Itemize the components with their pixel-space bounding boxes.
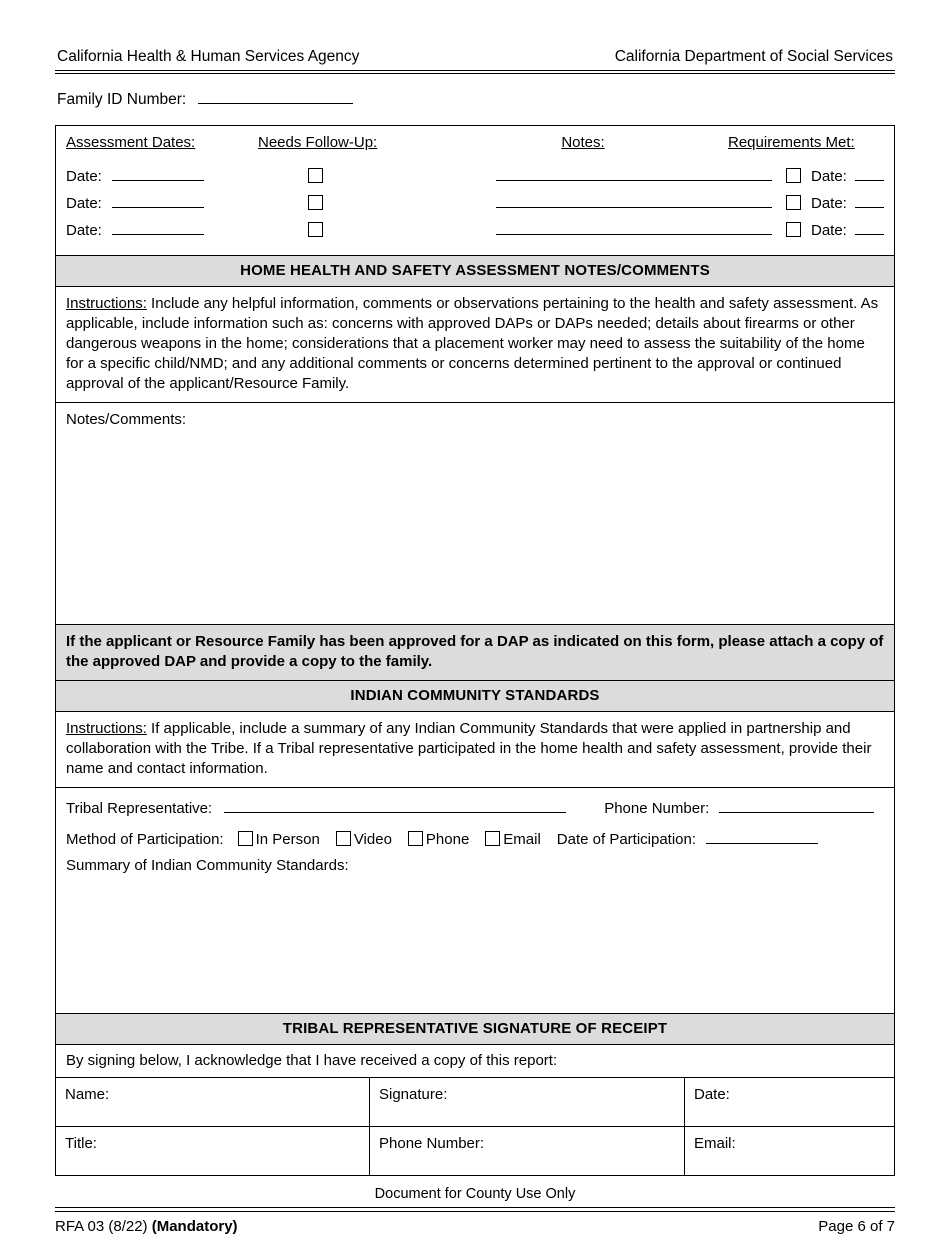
summary-label: Summary of Indian Community Standards: <box>66 857 349 875</box>
form-number-text: RFA 03 (8/22) <box>55 1217 152 1235</box>
signature-row <box>56 1126 894 1175</box>
needs-follow-up-checkbox[interactable] <box>308 195 323 210</box>
signature-label: Signature: <box>379 1086 448 1104</box>
section-header-home-health-safety: HOME HEALTH AND SAFETY ASSESSMENT NOTES/COMMENTS <box>55 256 895 287</box>
method-option-phone[interactable] <box>408 829 469 848</box>
email-cell[interactable] <box>684 1127 894 1175</box>
date-label: Date: <box>66 222 102 240</box>
assessment-row <box>66 164 884 191</box>
instructions-text: If applicable, include a summary of any Indian Community Standards that were applied in partnership and collaboration with the Tribe. If a Tribal representative participated in the home health and safety assessment, provide their name and contact information. <box>66 720 872 778</box>
requirements-date-label: Date: <box>811 222 847 240</box>
signature-cell[interactable] <box>369 1078 684 1126</box>
signature-table <box>55 1045 895 1176</box>
requirements-date-input[interactable] <box>855 164 884 181</box>
needs-follow-up-checkbox[interactable] <box>308 222 323 237</box>
family-id-field <box>55 87 895 109</box>
method-of-participation-label: Method of Participation: <box>66 831 224 849</box>
section-header-indian-community-standards: INDIAN COMMUNITY STANDARDS <box>55 681 895 712</box>
dap-attachment-notice: If the applicant or Resource Family has been approved for a DAP as indicated on this form, please attach a copy of the approved DAP and provide a copy to the family. <box>55 625 895 681</box>
page-header <box>55 48 895 70</box>
notes-input[interactable] <box>496 218 772 235</box>
name-label: Name: <box>65 1086 110 1104</box>
tribal-representative-label: Tribal Representative: <box>66 799 213 817</box>
method-of-participation-row <box>66 828 884 849</box>
notes-comments-area[interactable] <box>55 403 895 625</box>
tribal-representative-input[interactable] <box>224 796 566 813</box>
method-option-video[interactable] <box>336 829 392 848</box>
name-cell[interactable] <box>56 1078 369 1126</box>
method-option-label: Video <box>353 831 392 849</box>
date-cell[interactable] <box>684 1078 894 1126</box>
home-health-instructions <box>55 287 895 403</box>
agency-left: California Health & Human Services Agency <box>57 48 360 65</box>
date-label: Date: <box>66 195 102 213</box>
tribal-rep-row <box>66 796 884 817</box>
phone-label: Phone Number: <box>379 1135 485 1153</box>
indian-community-instructions <box>55 712 895 788</box>
county-use-note: Document for County Use Only <box>374 1186 576 1203</box>
header-requirements-met: Requirements Met: <box>728 134 855 152</box>
assessment-row <box>66 218 884 245</box>
section-header-signature-of-receipt: TRIBAL REPRESENTATIVE SIGNATURE OF RECEIPT <box>55 1014 895 1045</box>
page-indicator: Page 6 of 7 <box>818 1217 895 1235</box>
mandatory-label: (Mandatory) <box>151 1217 238 1235</box>
instructions-label: Instructions: <box>66 295 147 313</box>
video-checkbox[interactable] <box>336 831 351 846</box>
requirements-met-checkbox[interactable] <box>786 168 801 183</box>
header-notes: Notes: <box>561 134 605 152</box>
date-label: Date: <box>694 1086 730 1104</box>
needs-follow-up-checkbox[interactable] <box>308 168 323 183</box>
requirements-met-checkbox[interactable] <box>786 222 801 237</box>
phone-cell[interactable] <box>369 1127 684 1175</box>
email-checkbox[interactable] <box>485 831 500 846</box>
assessment-header-row <box>66 134 884 164</box>
phone-number-label: Phone Number: <box>604 799 710 817</box>
tribal-representative-fields <box>55 788 895 1015</box>
title-cell[interactable] <box>56 1127 369 1175</box>
method-option-email[interactable] <box>485 829 541 848</box>
indian-standards-summary-area[interactable] <box>66 857 884 1007</box>
instructions-label: Instructions: <box>66 720 147 738</box>
requirements-met-checkbox[interactable] <box>786 195 801 210</box>
family-id-input[interactable] <box>198 87 353 104</box>
acknowledgement-text: By signing below, I acknowledge that I have received a copy of this report: <box>56 1045 894 1078</box>
page-footer <box>55 1218 895 1235</box>
signature-row <box>56 1078 894 1126</box>
assessment-date-input[interactable] <box>112 164 204 181</box>
method-option-label: Email <box>503 831 541 849</box>
date-label: Date: <box>66 168 102 186</box>
footer-divider <box>55 1207 895 1211</box>
family-id-label: Family ID Number: <box>57 91 187 109</box>
date-of-participation-input[interactable] <box>706 828 818 845</box>
header-assessment-dates: Assessment Dates: <box>66 134 196 152</box>
agency-right: California Department of Social Services <box>614 48 893 65</box>
requirements-date-input[interactable] <box>855 191 884 208</box>
assessment-row <box>66 191 884 218</box>
header-needs-follow-up: Needs Follow-Up: <box>258 134 378 152</box>
form-number <box>55 1218 238 1235</box>
phone-checkbox[interactable] <box>408 831 423 846</box>
requirements-date-input[interactable] <box>855 218 884 235</box>
instructions-text: Include any helpful information, comments or observations pertaining to the health and safety assessment. As applicable, include information such as: concerns with approved DAPs or DAPs needed; details about firearms or other dangerous weapons in the home; considerations that a placement worker may need to assess the suitability of the home for a specific child/NMD; and any additional comments or concerns determined pertinent to the approval or continued approval of the applicant/Resource Family. <box>66 295 879 393</box>
header-divider <box>55 70 895 74</box>
requirements-date-label: Date: <box>811 168 847 186</box>
notes-input[interactable] <box>496 164 772 181</box>
assessment-date-input[interactable] <box>112 191 204 208</box>
email-label: Email: <box>694 1135 736 1153</box>
assessment-date-input[interactable] <box>112 218 204 235</box>
phone-number-input[interactable] <box>719 796 874 813</box>
method-option-label: In Person <box>255 831 320 849</box>
title-label: Title: <box>65 1135 97 1153</box>
notes-comments-label: Notes/Comments: <box>66 411 187 429</box>
requirements-date-label: Date: <box>811 195 847 213</box>
in-person-checkbox[interactable] <box>238 831 253 846</box>
assessment-dates-table <box>55 125 895 256</box>
method-option-label: Phone <box>425 831 470 849</box>
notes-input[interactable] <box>496 191 772 208</box>
method-option-in-person[interactable] <box>238 829 320 848</box>
date-of-participation-label: Date of Participation: <box>556 831 697 849</box>
